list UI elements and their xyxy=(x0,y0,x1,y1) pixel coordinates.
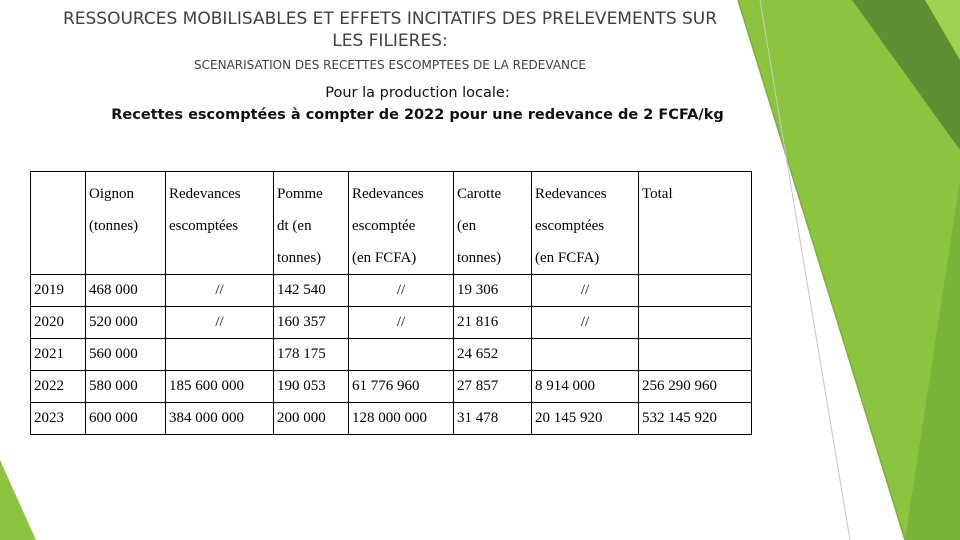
table-header-cell: Redevances escomptées xyxy=(166,172,274,275)
table-cell: 2021 xyxy=(31,339,86,371)
section-title: Pour la production locale: xyxy=(325,85,510,101)
table-cell: // xyxy=(532,275,639,307)
table-row xyxy=(31,339,752,371)
table-cell xyxy=(639,339,752,371)
table-header-cell: Oignon (tonnes) xyxy=(86,172,166,275)
table-cell: 580 000 xyxy=(86,371,166,403)
slide-title: RESSOURCES MOBILISABLES ET EFFETS INCITATIFS DES PRELEVEMENTS SUR LES FILIERES: xyxy=(62,9,718,51)
section-subtitle: Recettes escomptées à compter de 2022 pour une redevance de 2 FCFA/kg xyxy=(111,107,724,123)
table-cell: 2023 xyxy=(31,403,86,435)
table-row xyxy=(31,275,752,307)
table-cell: 2019 xyxy=(31,275,86,307)
table-cell: 21 816 xyxy=(454,307,532,339)
table-row xyxy=(31,307,752,339)
table-cell: 61 776 960 xyxy=(349,371,454,403)
table-cell: 190 053 xyxy=(274,371,349,403)
table-cell xyxy=(639,275,752,307)
table-cell: 178 175 xyxy=(274,339,349,371)
slide-subtitle: SCENARISATION DES RECETTES ESCOMPTEES DE LA REDEVANCE xyxy=(194,58,586,72)
table-cell: // xyxy=(166,275,274,307)
table-cell: 19 306 xyxy=(454,275,532,307)
green-triangle-bottom-left xyxy=(0,460,36,540)
table-header-cell: Pomme dt (en tonnes) xyxy=(274,172,349,275)
table-cell: 532 145 920 xyxy=(639,403,752,435)
table-cell: 8 914 000 xyxy=(532,371,639,403)
table-cell: // xyxy=(532,307,639,339)
table-cell: 2020 xyxy=(31,307,86,339)
table-header-cell: Carotte (en tonnes) xyxy=(454,172,532,275)
table-cell: 20 145 920 xyxy=(532,403,639,435)
table-cell xyxy=(166,339,274,371)
table-cell: 384 000 000 xyxy=(166,403,274,435)
table-cell xyxy=(639,307,752,339)
revenue-table xyxy=(30,171,752,435)
table-header-cell xyxy=(31,172,86,275)
table-cell xyxy=(532,339,639,371)
table-row xyxy=(31,403,752,435)
table-cell: // xyxy=(349,275,454,307)
table-cell: 2022 xyxy=(31,371,86,403)
table-cell: // xyxy=(166,307,274,339)
table-row xyxy=(31,371,752,403)
table-cell: 185 600 000 xyxy=(166,371,274,403)
table-header-cell: Redevances escomptée (en FCFA) xyxy=(349,172,454,275)
table-cell: 468 000 xyxy=(86,275,166,307)
table-header-cell: Total xyxy=(639,172,752,275)
table-cell: 256 290 960 xyxy=(639,371,752,403)
table-header-cell: Redevances escomptées (en FCFA) xyxy=(532,172,639,275)
table-cell: 520 000 xyxy=(86,307,166,339)
table-cell: 160 357 xyxy=(274,307,349,339)
table-cell: 600 000 xyxy=(86,403,166,435)
table-header-row xyxy=(31,172,752,275)
table-cell: 24 652 xyxy=(454,339,532,371)
table-cell: 142 540 xyxy=(274,275,349,307)
section-heading xyxy=(60,82,775,126)
table-cell: // xyxy=(349,307,454,339)
table-cell: 200 000 xyxy=(274,403,349,435)
table-cell: 128 000 000 xyxy=(349,403,454,435)
table-cell xyxy=(349,339,454,371)
table-cell: 31 478 xyxy=(454,403,532,435)
table-cell: 560 000 xyxy=(86,339,166,371)
table-cell: 27 857 xyxy=(454,371,532,403)
